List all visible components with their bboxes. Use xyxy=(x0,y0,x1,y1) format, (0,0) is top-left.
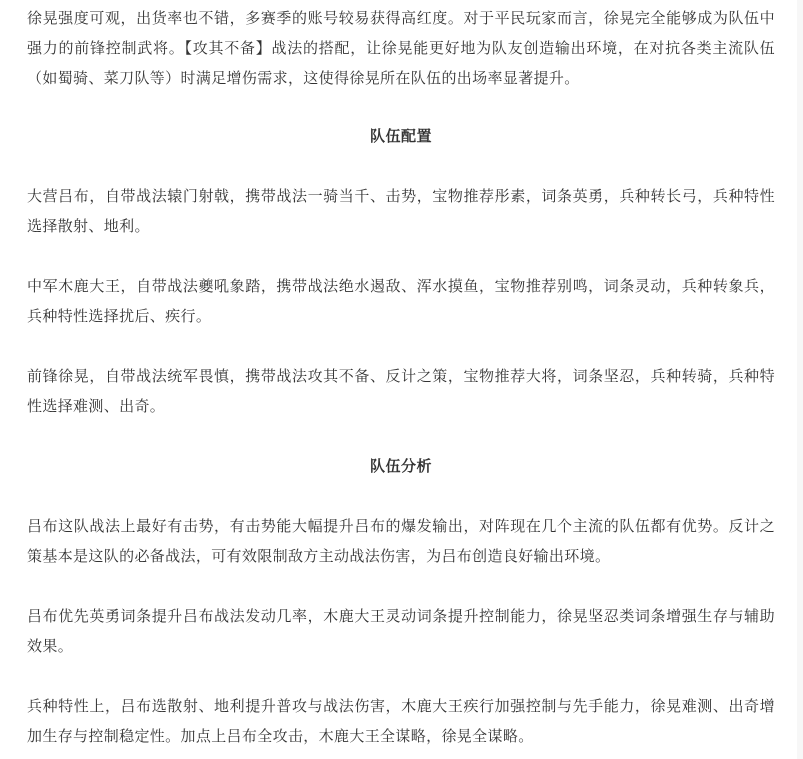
intro-paragraph: 徐晃强度可观，出货率也不错，多赛季的账号较易获得高红度。对于平民玩家而言，徐晃完全能够成为队伍中强力的前锋控制武将。【攻其不备】战法的搭配，让徐晃能更好地为队友创造输出环境，在对抗各类主流队伍（如蜀骑、菜刀队等）时满足增伤需求，这使得徐晃所在队伍的出场率显著提升。 xyxy=(27,9,775,87)
config-paragraph-xuhuang: 前锋徐晃，自带战法统军畏慎，携带战法攻其不备、反计之策，宝物推荐大将，词条坚忍，兵种转骑，兵种特性选择难测、出奇。 xyxy=(27,367,775,415)
section-heading-config: 队伍配置 xyxy=(369,127,432,145)
analysis-paragraph-3: 兵种特性上，吕布选散射、地利提升普攻与战法伤害，木鹿大王疾行加强控制与先手能力，徐晃难测、出奇增加生存与控制稳定性。加点上吕布全攻击，木鹿大王全谋略，徐晃全谋略。 xyxy=(27,697,775,745)
scroll-edge xyxy=(797,0,803,759)
config-paragraph-lubu: 大营吕布，自带战法辕门射戟，携带战法一骑当千、击势，宝物推荐彤素，词条英勇，兵种转长弓，兵种特性选择散射、地利。 xyxy=(27,187,775,235)
section-heading-analysis: 队伍分析 xyxy=(369,457,432,475)
config-paragraph-mulu: 中军木鹿大王，自带战法夔吼象踏，携带战法绝水遏敌、浑水摸鱼，宝物推荐别鸣，词条灵动，兵种转象兵，兵种特性选择扰后、疾行。 xyxy=(27,277,775,325)
analysis-paragraph-2: 吕布优先英勇词条提升吕布战法发动几率，木鹿大王灵动词条提升控制能力，徐晃坚忍类词条增强生存与辅助效果。 xyxy=(27,607,775,655)
analysis-paragraph-1: 吕布这队战法上最好有击势，有击势能大幅提升吕布的爆发输出，对阵现在几个主流的队伍都有优势。反计之策基本是这队的必备战法，可有效限制敌方主动战法伤害，为吕布创造良好输出环境。 xyxy=(27,517,775,565)
